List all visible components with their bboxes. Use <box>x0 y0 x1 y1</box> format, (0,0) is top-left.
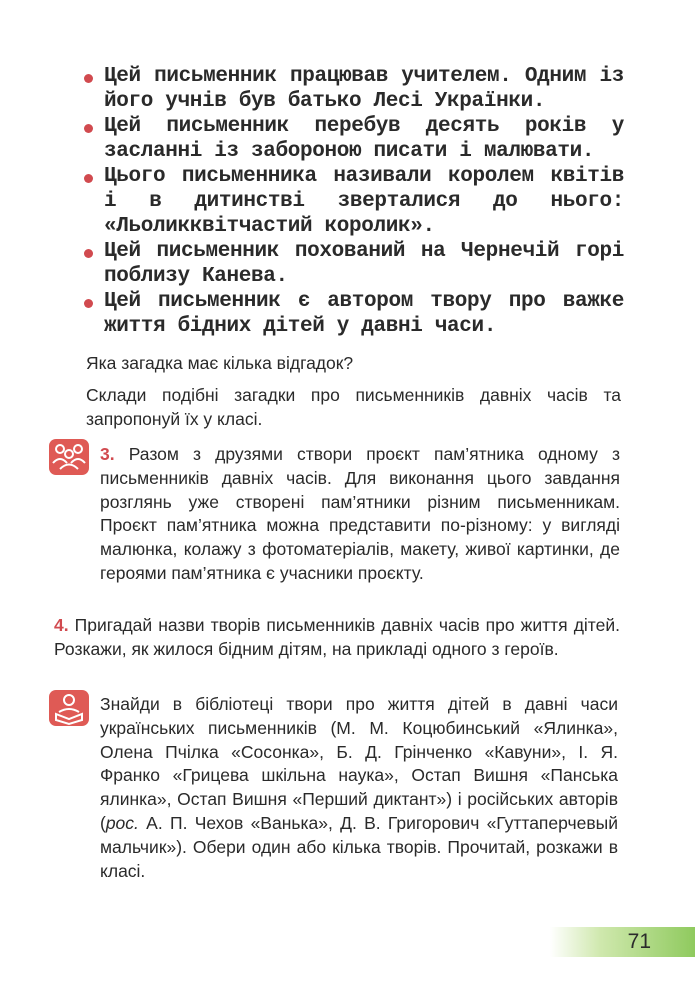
question-text: Яка загадка має кілька відгадок? <box>86 353 354 373</box>
riddle-item: Цей письменник похований на Чернечій горі поблизу Канева. <box>84 239 624 289</box>
riddle-item: Цей письменник працював учителем. Одним із його учнів був батько Лесі Українки. <box>84 64 624 114</box>
riddle-item: Цього письменника називали королем квітів і в дитинстві зверталися до нього: «Льоликквітчастий королик». <box>84 164 624 239</box>
task-text: Пригадай назви творів письменників давніх часів про життя дітей. Розкажи, як жилося бідним дітям, на прикладі одного з героїв. <box>54 615 620 659</box>
riddle-list <box>84 64 624 339</box>
bullet-dot-icon <box>84 299 93 308</box>
reading-icon <box>49 690 89 726</box>
task-number: 4. <box>54 615 69 635</box>
instruction-text: Склади подібні загадки про письменників давніх часів та запропонуй їх у класі. <box>86 385 621 429</box>
task-number: 3. <box>100 444 115 464</box>
page-number: 71 <box>627 930 651 953</box>
task-4 <box>54 614 620 662</box>
bullet-dot-icon <box>84 249 93 258</box>
language-abbr: рос. <box>105 812 139 833</box>
group-work-icon <box>49 439 89 475</box>
bullet-dot-icon <box>84 124 93 133</box>
task-text: Разом з друзями створи проєкт пам’ятника одному з письменників давніх часів. Для виконання цього завдання розглянь уже створені пам’ятники різним письменникам. Проєкт пам’ятника можна представити по-різному: у вигляді малюнка, колажу з фотоматеріалів, макету, живої картинки, де героями пам’ятника є учасники проєкту. <box>100 444 620 583</box>
riddle-item: Цей письменник перебув десять років у засланні із забороною писати і малювати. <box>84 114 624 164</box>
bullet-dot-icon <box>84 74 93 83</box>
page-number-bar <box>550 927 695 957</box>
task-3 <box>100 443 620 586</box>
bullet-dot-icon <box>84 174 93 183</box>
reading-task: Знайди в бібліотеці твори про життя дітей в давні часи українських письменників (М. М. Коцюбинський «Ялинка», Олена Пчілка «Сосонка», Б. Д. Грінченко «Кавуни», І. Я. Франко «Грицева шкільна наука», Остап Вишня «Панська ялинка», Остап Вишня «Перший диктант») і російських авторів (рос. А. П. Чехов «Ванька», Д. В. Григорович «Гуттаперчевый мальчик»). Обери один або кілька творів. Прочитай, розкажи в класі. <box>100 694 618 881</box>
riddle-item: Цей письменник є автором твору про важке життя бідних дітей у давні часи. <box>84 289 624 339</box>
